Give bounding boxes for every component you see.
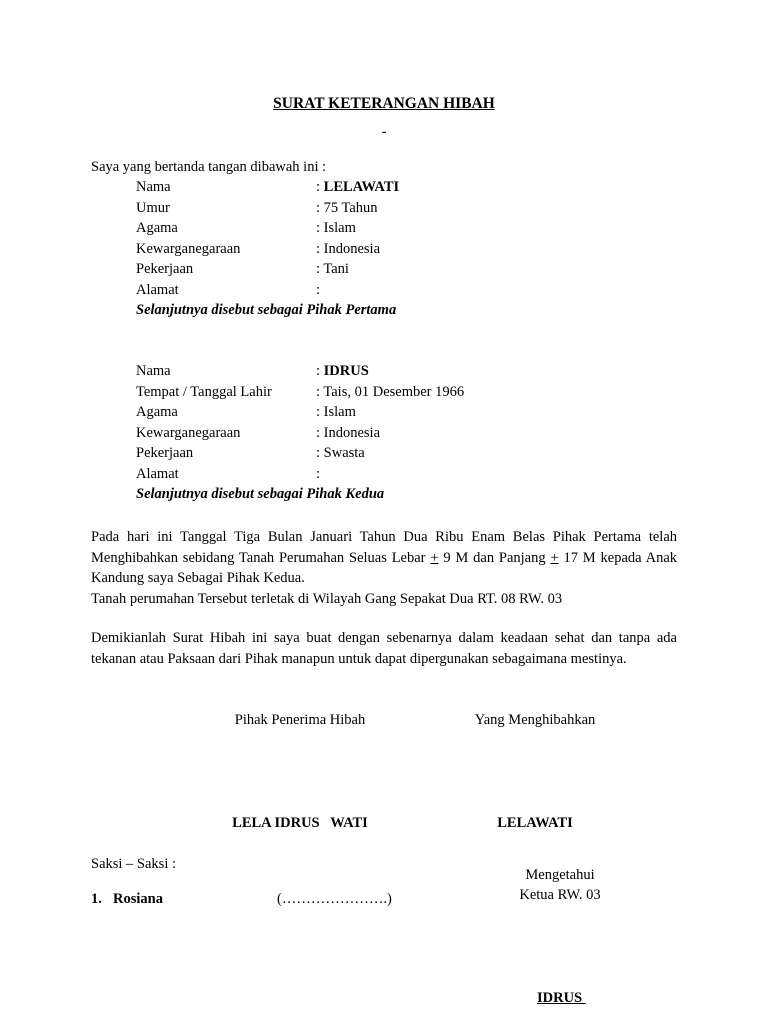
field-label-kewarganegaraan: Kewarganegaraan: [136, 425, 241, 441]
acknowledge-line2: Ketua RW. 03: [519, 887, 601, 903]
field-value-kewarganegaraan: : Indonesia: [316, 241, 381, 257]
field-value-agama: : Islam: [316, 220, 356, 236]
field-value-umur: : 75 Tahun: [316, 200, 378, 216]
body-paragraph-2-text: Demikianlah Surat Hibah ini saya buat dengan sebenarnya dalam keadaan sehat dan tanpa ada tekanan atau Paksaan dari Pihak manapun untuk dapat dipergunakan sebagaimana mestinya.: [91, 630, 677, 667]
pihak-kedua-note: Selanjutnya disebut sebagai Pihak Kedua: [136, 486, 385, 502]
body-paragraph-1: [91, 527, 677, 609]
plus-minus-symbol: +: [430, 549, 439, 566]
document-title: SURAT KETERANGAN HIBAH: [273, 95, 495, 112]
giver-label: Yang Menghibahkan: [474, 712, 596, 728]
field-value-alamat: :: [316, 466, 321, 482]
giver-name: LELAWATI: [497, 815, 573, 831]
field-value-nama: [316, 177, 399, 197]
receiver-label: Pihak Penerima Hibah: [234, 712, 366, 728]
field-value-pekerjaan: : Tani: [316, 261, 349, 277]
witness-label: Saksi – Saksi :: [91, 856, 176, 872]
field-value-nama: [316, 361, 369, 381]
acknowledge-line1: Mengetahui: [525, 867, 595, 883]
field-label-ttl: Tempat / Tanggal Lahir: [136, 384, 272, 400]
intro-text: Saya yang bertanda tangan dibawah ini :: [91, 159, 327, 175]
witness-signature-line: (………………….): [277, 891, 392, 907]
colon: :: [316, 179, 324, 195]
plus-minus-symbol: +: [550, 549, 559, 566]
field-label-pekerjaan: Pekerjaan: [136, 261, 194, 277]
body-paragraph-1-text: [91, 527, 677, 589]
name-value: LELAWATI: [323, 179, 400, 195]
witness-number: 1.: [91, 891, 102, 907]
body-text: 17 M kepada Anak Kandung saya Sebagai Pihak Kedua.: [91, 549, 678, 586]
pihak-pertama-note: Selanjutnya disebut sebagai Pihak Pertama: [136, 302, 397, 318]
field-value-agama: : Islam: [316, 404, 356, 420]
name-value: IDRUS: [323, 363, 369, 379]
field-label-umur: Umur: [136, 200, 170, 216]
field-label-alamat: Alamat: [136, 282, 179, 298]
body-paragraph-2: [91, 628, 677, 669]
body-text: 9 M dan Panjang: [438, 549, 551, 566]
receiver-name: LELA IDRUS WATI: [232, 815, 368, 831]
field-label-pekerjaan: Pekerjaan: [136, 445, 194, 461]
title-dash: -: [381, 124, 387, 140]
witness-name: Rosiana: [113, 891, 163, 907]
colon: :: [316, 363, 324, 379]
field-value-kewarganegaraan: : Indonesia: [316, 425, 381, 441]
field-value-ttl: : Tais, 01 Desember 1966: [316, 384, 465, 400]
body-paragraph-1-line2: Tanah perumahan Tersebut terletak di Wilayah Gang Sepakat Dua RT. 08 RW. 03: [91, 590, 563, 607]
body-text: Pada hari ini Tanggal Tiga Bulan Januari Tahun Dua Ribu Enam Belas Pihak Pertama telah Menghibahkan sebidang Tanah Perumahan Seluas Lebar: [91, 529, 677, 566]
field-value-pekerjaan: : Swasta: [316, 445, 365, 461]
acknowledge-name: IDRUS: [537, 990, 586, 1006]
field-value-alamat: :: [316, 282, 321, 298]
field-label-agama: Agama: [136, 404, 178, 420]
field-label-agama: Agama: [136, 220, 178, 236]
field-label-nama: Nama: [136, 179, 171, 195]
field-label-kewarganegaraan: Kewarganegaraan: [136, 241, 241, 257]
field-label-nama: Nama: [136, 363, 171, 379]
field-label-alamat: Alamat: [136, 466, 179, 482]
